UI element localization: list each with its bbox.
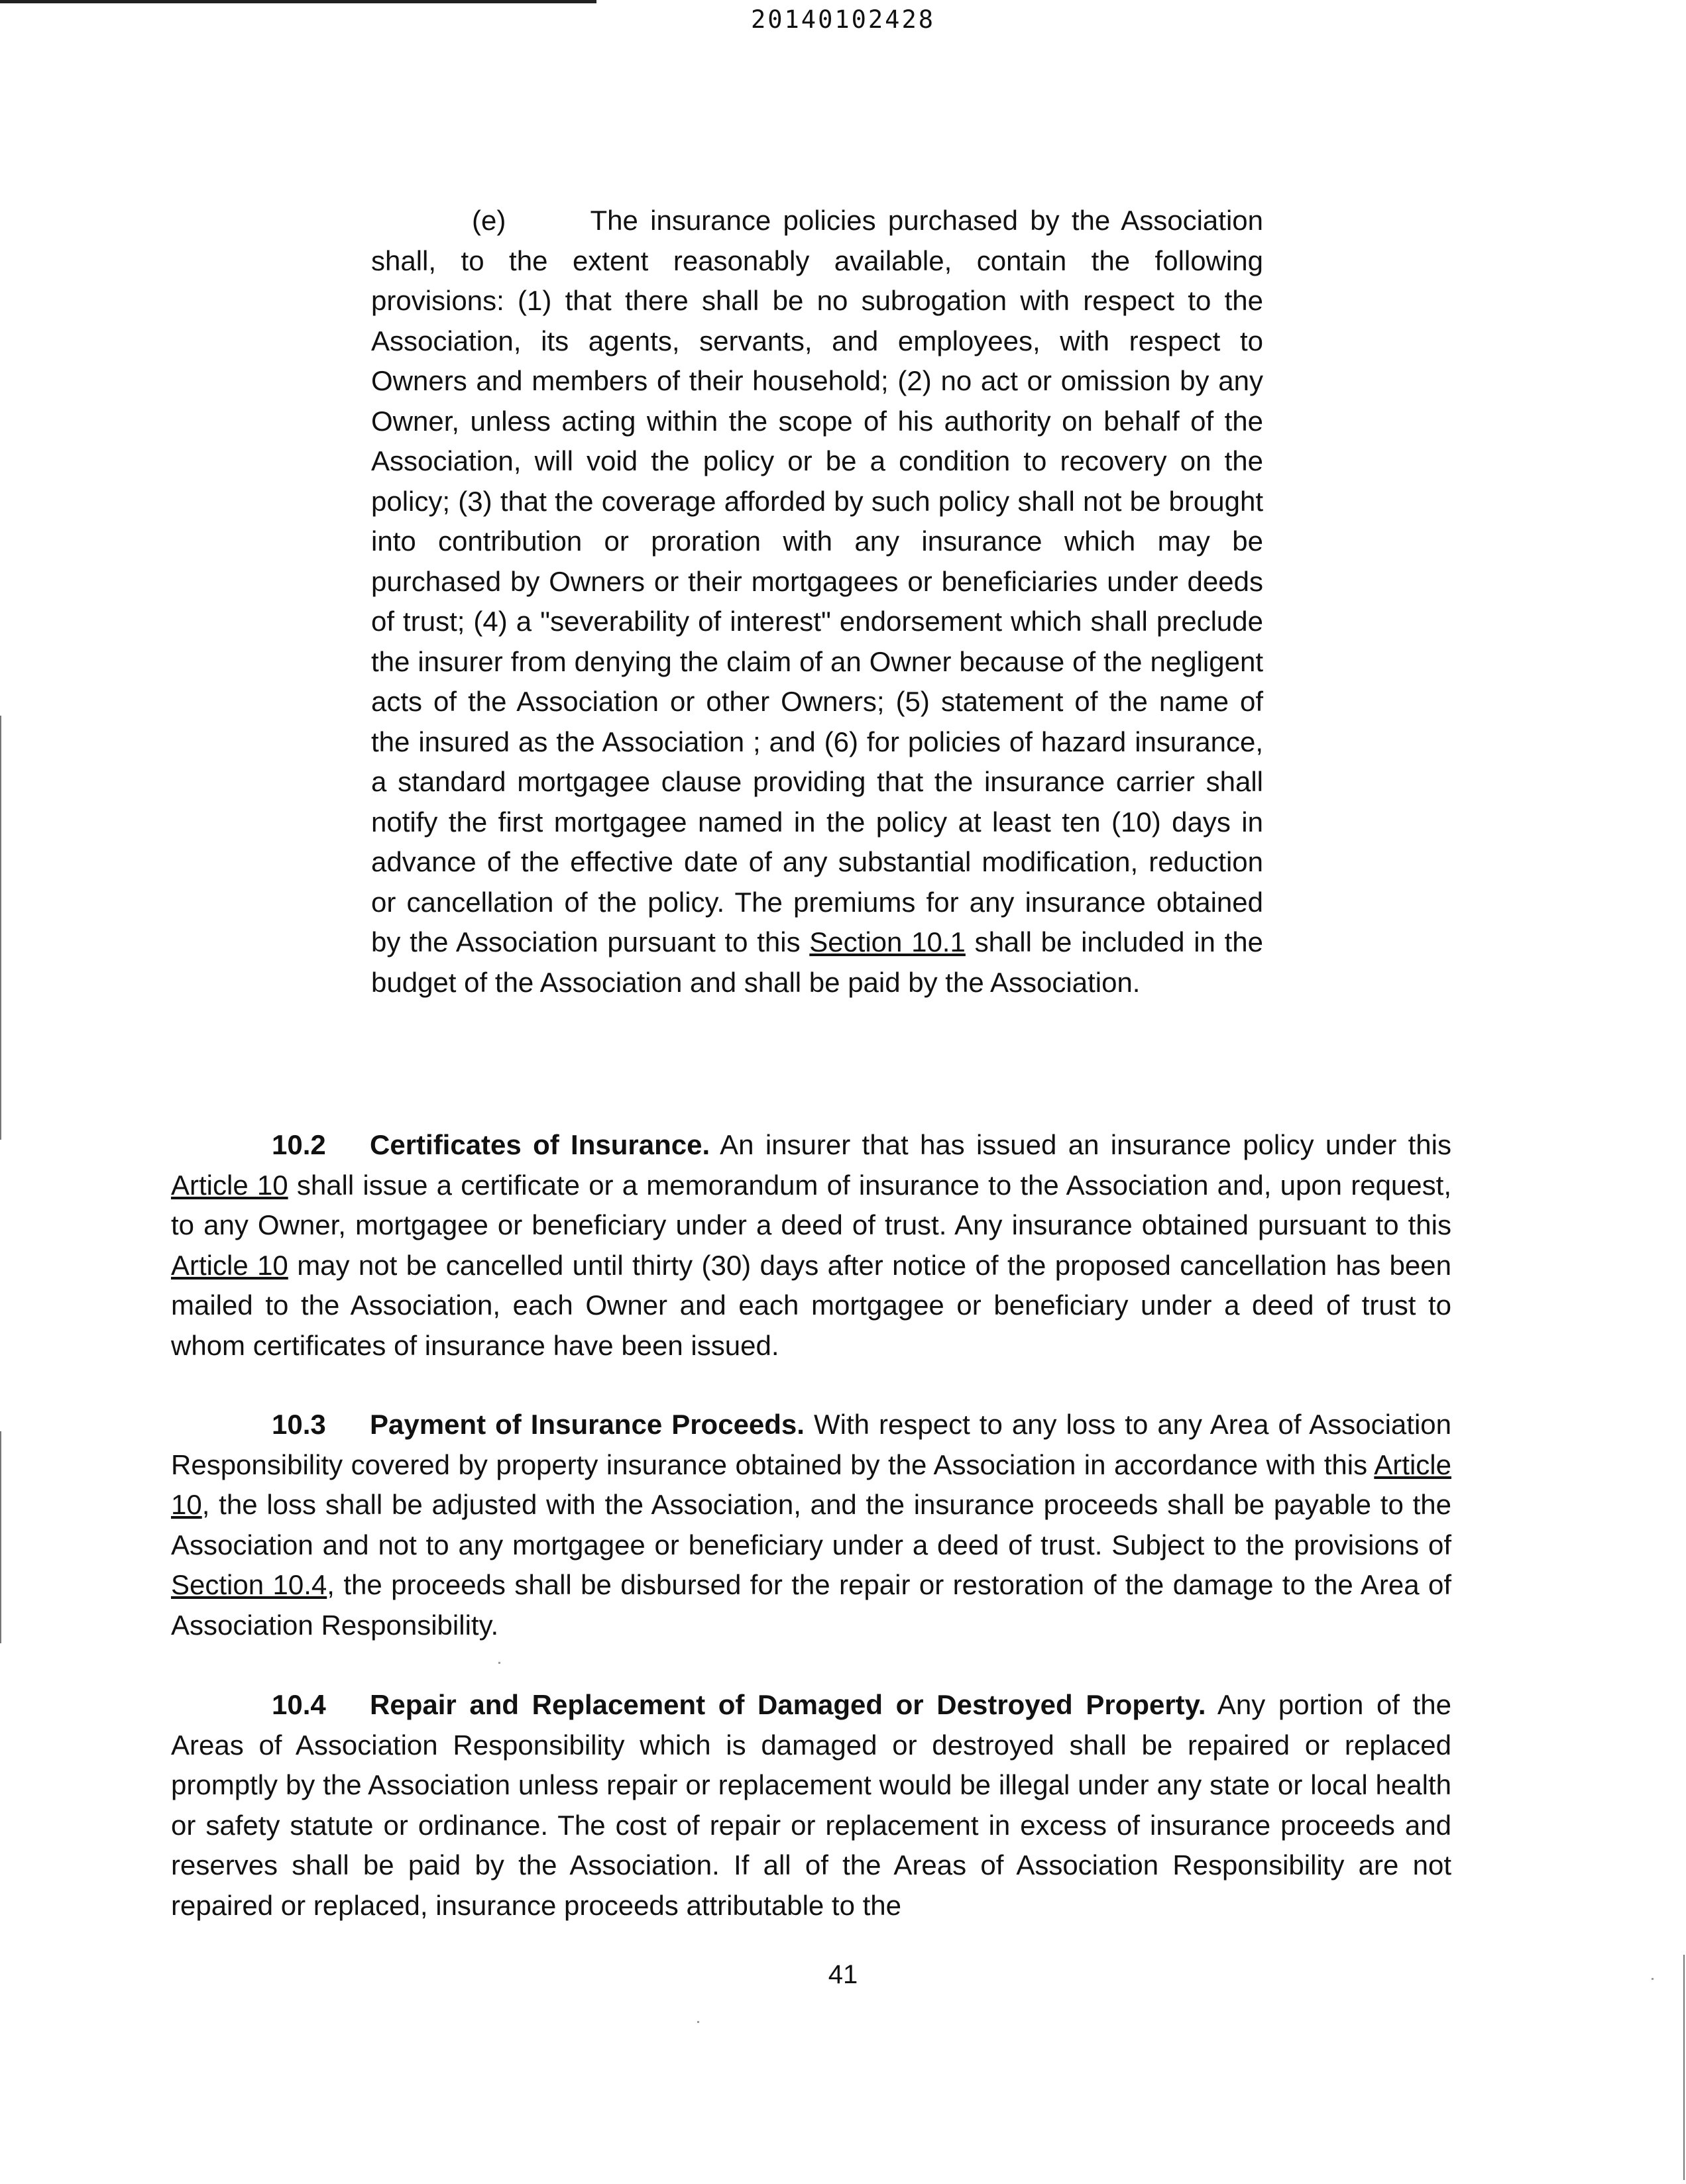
section-10-3-text-2: , the loss shall be adjusted with the Association, and the insurance proceeds shall be payable to the Association and not to any mortgagee or beneficiary under a deed of trust. Subject to the provisions of xyxy=(171,1489,1451,1560)
section-10-3 xyxy=(171,1405,1451,1645)
scan-speck xyxy=(697,2021,699,2023)
scan-speck xyxy=(498,1662,500,1664)
section-10-4-text-1: Any portion of the Areas of Association Responsibility which is damaged or destroyed shall be repaired or replaced promptly by the Association unless repair or replacement would be illegal under any state or local health or safety statute or ordinance. The cost of repair or replacement in excess of insurance proceeds and reserves shall be paid by the Association. If all of the Areas of Association Responsibility are not repaired or replaced, insurance proceeds attributable to the xyxy=(171,1689,1451,1921)
paragraph-e-label: (e) xyxy=(472,205,506,236)
paragraph-e xyxy=(371,201,1263,1003)
section-10-4-title: Repair and Replacement of Damaged or Destroyed Property. xyxy=(370,1689,1206,1720)
scan-edge-mark-left xyxy=(0,716,1,1140)
section-10-4-reference: Section 10.4 xyxy=(171,1569,327,1600)
section-10-2-text-1: An insurer that has issued an insurance policy under this xyxy=(720,1129,1451,1160)
section-10-2 xyxy=(171,1125,1451,1366)
scan-edge-mark-left xyxy=(0,1431,1,1643)
paragraph-e-text-1: The insurance policies purchased by the Association shall, to the extent reasonably available, contain the following provisions: (1) that there shall be no subrogation with respect to the Association, its agents, servants, and employees, with respect to Owners and members of their household; (2) no act or omission by any Owner, unless acting within the scope of his authority on behalf of the Association, will void the policy or be a condition to recovery on the policy; (3) that the coverage afforded by such policy shall not be brought into contribution or proration with any insurance which may be purchased by Owners or their mortgagees or beneficiaries under deeds of trust; (4) a "severability of interest" endorsement which shall preclude the insurer from denying the claim of an Owner because of the negligent acts of the Association or other Owners; (5) statement of the name of the insured as the Association ; and (6) for policies of hazard insurance, a standard mortgagee clause providing that the insurance carrier shall notify the first mortgagee named in the policy at least ten (10) days in advance of the effective date of any substantial modification, reduction or cancellation of the policy. The premiums for any insurance obtained by the Association pursuant to this xyxy=(371,205,1263,957)
section-10-2-text-2: shall issue a certificate or a memorandum of insurance to the Association and, upon request, to any Owner, mortgagee or beneficiary under a deed of trust. Any insurance obtained pursuant to this xyxy=(171,1169,1452,1240)
article-10-reference: Article 10 xyxy=(171,1169,288,1201)
article-10-reference: Article 10 xyxy=(171,1448,1451,1520)
paragraph-e-text-2: shall be included in the budget of the Association and shall be paid by the Association. xyxy=(371,926,1264,998)
section-10-2-title: Certificates of Insurance. xyxy=(370,1129,710,1160)
section-10-4-number: 10.4 xyxy=(272,1689,326,1720)
section-10-2-number: 10.2 xyxy=(272,1129,326,1160)
section-10-3-text-1: With respect to any loss to any Area of Association Responsibility covered by property insurance obtained by the Association in accordance with this xyxy=(171,1409,1451,1480)
section-10-3-text-3: , the proceeds shall be disbursed for the repair or restoration of the damage to the Area of Association Responsibility. xyxy=(171,1569,1451,1641)
scan-speck xyxy=(1652,1978,1654,1980)
document-number: 20140102428 xyxy=(750,5,936,34)
article-10-reference: Article 10 xyxy=(171,1249,288,1281)
section-10-2-text-3: may not be cancelled until thirty (30) days after notice of the proposed cancellation has been mailed to the Association, each Owner and each mortgagee or beneficiary under a deed of trust to whom certificates of insurance have been issued. xyxy=(171,1249,1451,1361)
page-number: 41 xyxy=(828,1960,858,1989)
top-scan-rule xyxy=(0,0,596,3)
section-10-4 xyxy=(171,1685,1451,1926)
section-10-1-reference: Section 10.1 xyxy=(809,926,966,957)
section-10-3-number: 10.3 xyxy=(272,1409,326,1440)
scan-edge-mark-right xyxy=(1683,1955,1685,2180)
section-10-3-title: Payment of Insurance Proceeds. xyxy=(370,1409,805,1440)
